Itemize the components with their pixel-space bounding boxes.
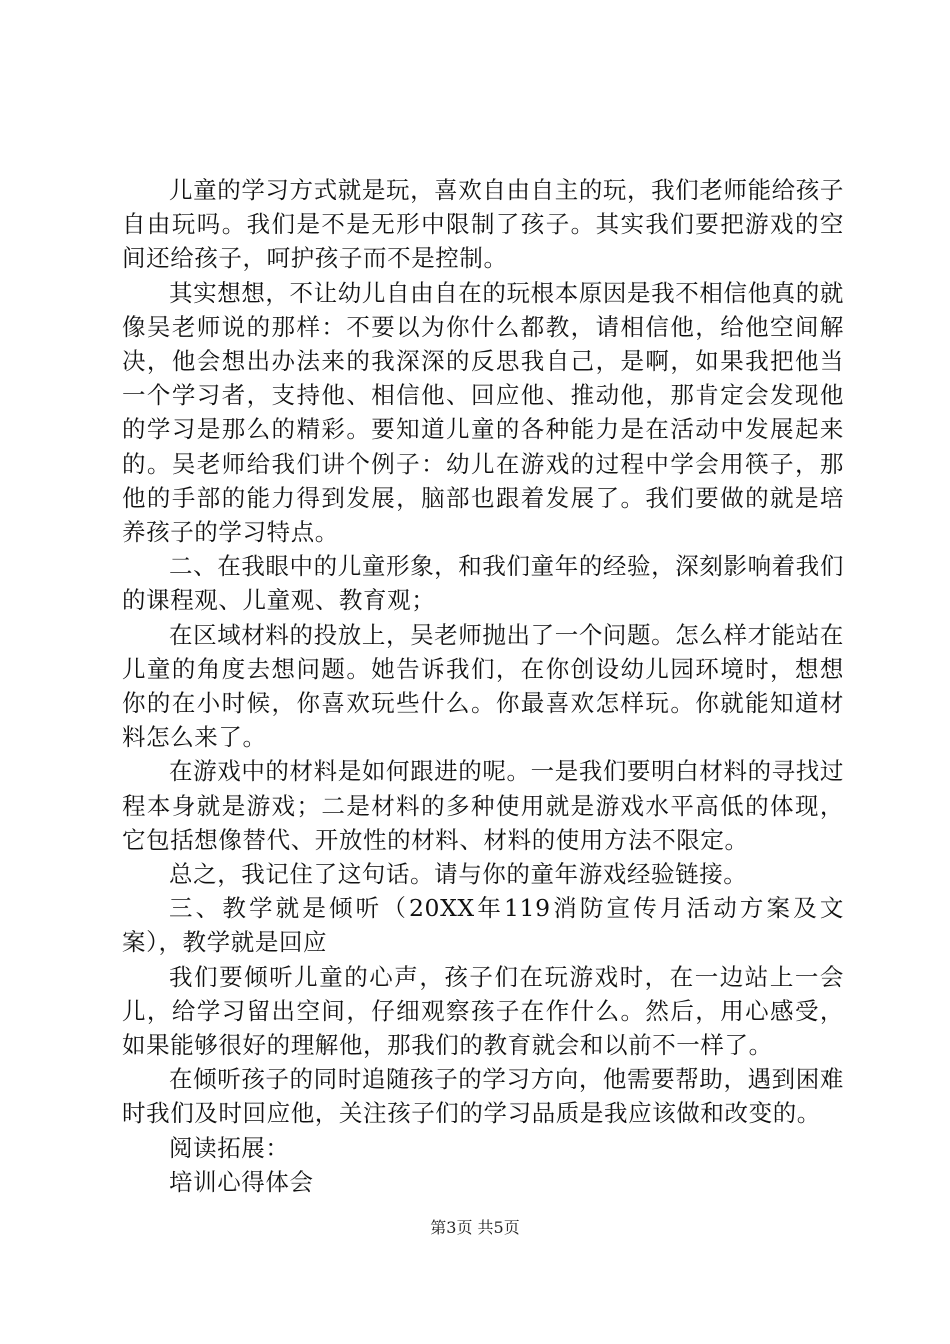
paragraph-1: 儿童的学习方式就是玩，喜欢自由自主的玩，我们老师能给孩子自由玩吗。我们是不是无形中限制了孩子。其实我们要把游戏的空间还给孩子，呵护孩子而不是控制。 xyxy=(122,176,844,273)
paragraph-9: 在倾听孩子的同时追随孩子的学习方向，他需要帮助，遇到困难时我们及时回应他，关注孩子们的学习品质是我应该做和改变的。 xyxy=(122,1065,844,1128)
paragraph-10: 阅读拓展： xyxy=(169,1133,290,1162)
paragraph-6: 总之，我记住了这句话。请与你的童年游戏经验链接。 xyxy=(169,860,748,889)
document-body xyxy=(122,173,844,1199)
paragraph-3: 二、在我眼中的儿童形象，和我们童年的经验，深刻影响着我们的课程观、儿童观、教育观； xyxy=(122,552,844,615)
paragraph-5: 在游戏中的材料是如何跟进的呢。一是我们要明白材料的寻找过程本身就是游戏；二是材料的多种使用就是游戏水平高低的体现，它包括想像替代、开放性的材料、材料的使用方法不限定。 xyxy=(122,757,844,854)
paragraph-2: 其实想想，不让幼儿自由自在的玩根本原因是我不相信他真的就像吴老师说的那样：不要以为你什么都教，请相信他，给他空间解决，他会想出办法来的我深深的反思我自己，是啊，如果我把他当一个学习者，支持他、相信他、回应他、推动他，那肯定会发现他的学习是那么的精彩。要知道儿童的各种能力是在活动中发展起来的。吴老师给我们讲个例子：幼儿在游戏的过程中学会用筷子，那他的手部的能力得到发展，脑部也跟着发展了。我们要做的就是培养孩子的学习特点。 xyxy=(122,278,844,547)
paragraph-7: 三、教学就是倾听（20XX年119消防宣传月活动方案及文案），教学就是回应 xyxy=(122,894,844,957)
paragraph-4: 在区域材料的投放上，吴老师抛出了一个问题。怎么样才能站在儿童的角度去想问题。她告诉我们，在你创设幼儿园环境时，想想你的在小时候，你喜欢玩些什么。你最喜欢怎样玩。你就能知道材料怎么来了。 xyxy=(122,620,844,752)
paragraph-11: 培训心得体会 xyxy=(169,1167,314,1196)
paragraph-8: 我们要倾听儿童的心声，孩子们在玩游戏时，在一边站上一会儿，给学习留出空间，仔细观察孩子在作什么。然后，用心感受，如果能够很好的理解他，那我们的教育就会和以前不一样了。 xyxy=(122,962,844,1060)
page-number-footer: 第3页 共5页 xyxy=(430,1218,520,1237)
